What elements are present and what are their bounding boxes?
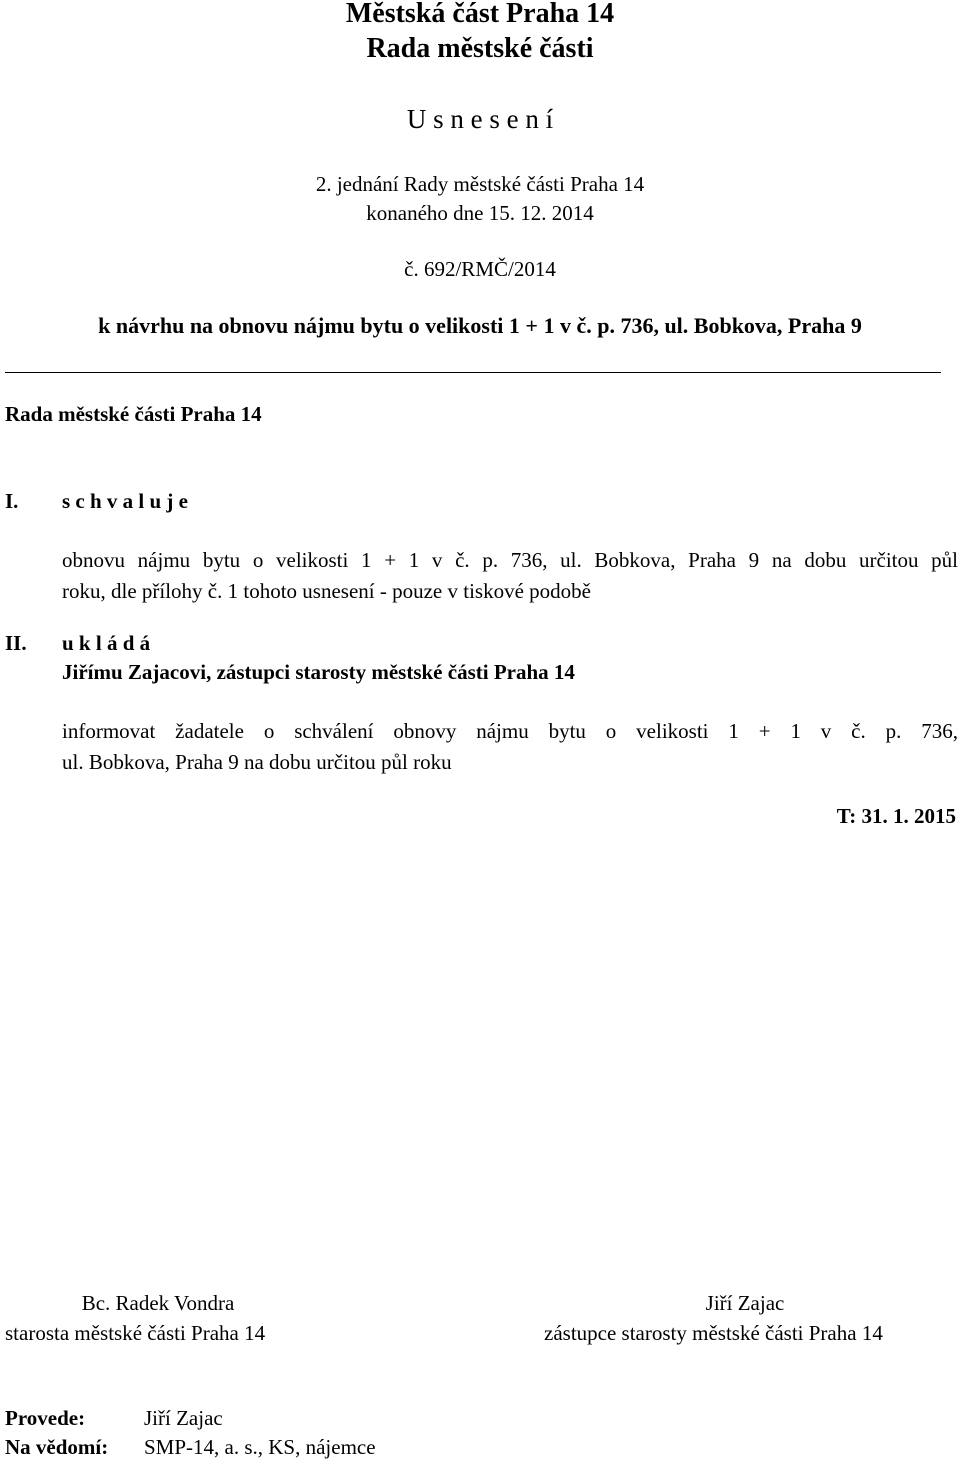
council-title: Rada městské části xyxy=(366,33,594,64)
section-2-text xyxy=(62,716,958,778)
section-1-verb: s c h v a l u j e xyxy=(62,489,188,513)
signature-right-name: Jiří Zajac xyxy=(705,1291,785,1315)
provede-value: Jiří Zajac xyxy=(144,1406,223,1430)
section-2-addressee: Jiřímu Zajacovi, zástupci starosty městské části Praha 14 xyxy=(62,660,575,684)
meeting-info: 2. jednání Rady městské části Praha 14 xyxy=(315,172,645,196)
section-1-text xyxy=(62,545,958,607)
header-divider xyxy=(5,372,941,373)
resolution-number: č. 692/RMČ/2014 xyxy=(404,257,556,281)
section-2-verb: u k l á d á xyxy=(62,631,151,655)
section-2-text-line-1: informovat žadatele o schválení obnovy nájmu bytu o velikosti 1 + 1 v č. p. 736, xyxy=(62,719,958,743)
section-1-numeral: I. xyxy=(5,489,19,513)
signature-left-name: Bc. Radek Vondra xyxy=(81,1291,235,1315)
signature-left-title: starosta městské části Praha 14 xyxy=(5,1321,266,1345)
municipality-title: Městská část Praha 14 xyxy=(345,0,615,29)
na-vedomi-label: Na vědomí: xyxy=(5,1435,109,1459)
section-2-text-line-2: ul. Bobkova, Praha 9 na dobu určitou půl roku xyxy=(62,750,452,774)
section-1-text-line-2: roku, dle přílohy č. 1 tohoto usnesení - pouze v tiskové podobě xyxy=(62,579,591,603)
na-vedomi-value: SMP-14, a. s., KS, nájemce xyxy=(144,1435,376,1459)
issuer: Rada městské části Praha 14 xyxy=(5,402,262,426)
section-2-numeral: II. xyxy=(5,631,27,655)
meeting-date: konaného dne 15. 12. 2014 xyxy=(366,201,594,225)
provede-label: Provede: xyxy=(5,1406,86,1430)
section-1-text-line-1: obnovu nájmu bytu o velikosti 1 + 1 v č. p. 736, ul. Bobkova, Praha 9 na dobu určitou půl xyxy=(62,548,958,572)
signature-right-title: zástupce starosty městské části Praha 14 xyxy=(544,1321,883,1345)
resolution-subject: k návrhu na obnovu nájmu bytu o velikosti 1 + 1 v č. p. 736, ul. Bobkova, Praha 9 xyxy=(98,313,862,338)
deadline: T: 31. 1. 2015 xyxy=(836,804,956,828)
document-type: U s n e s e n í xyxy=(406,104,554,134)
